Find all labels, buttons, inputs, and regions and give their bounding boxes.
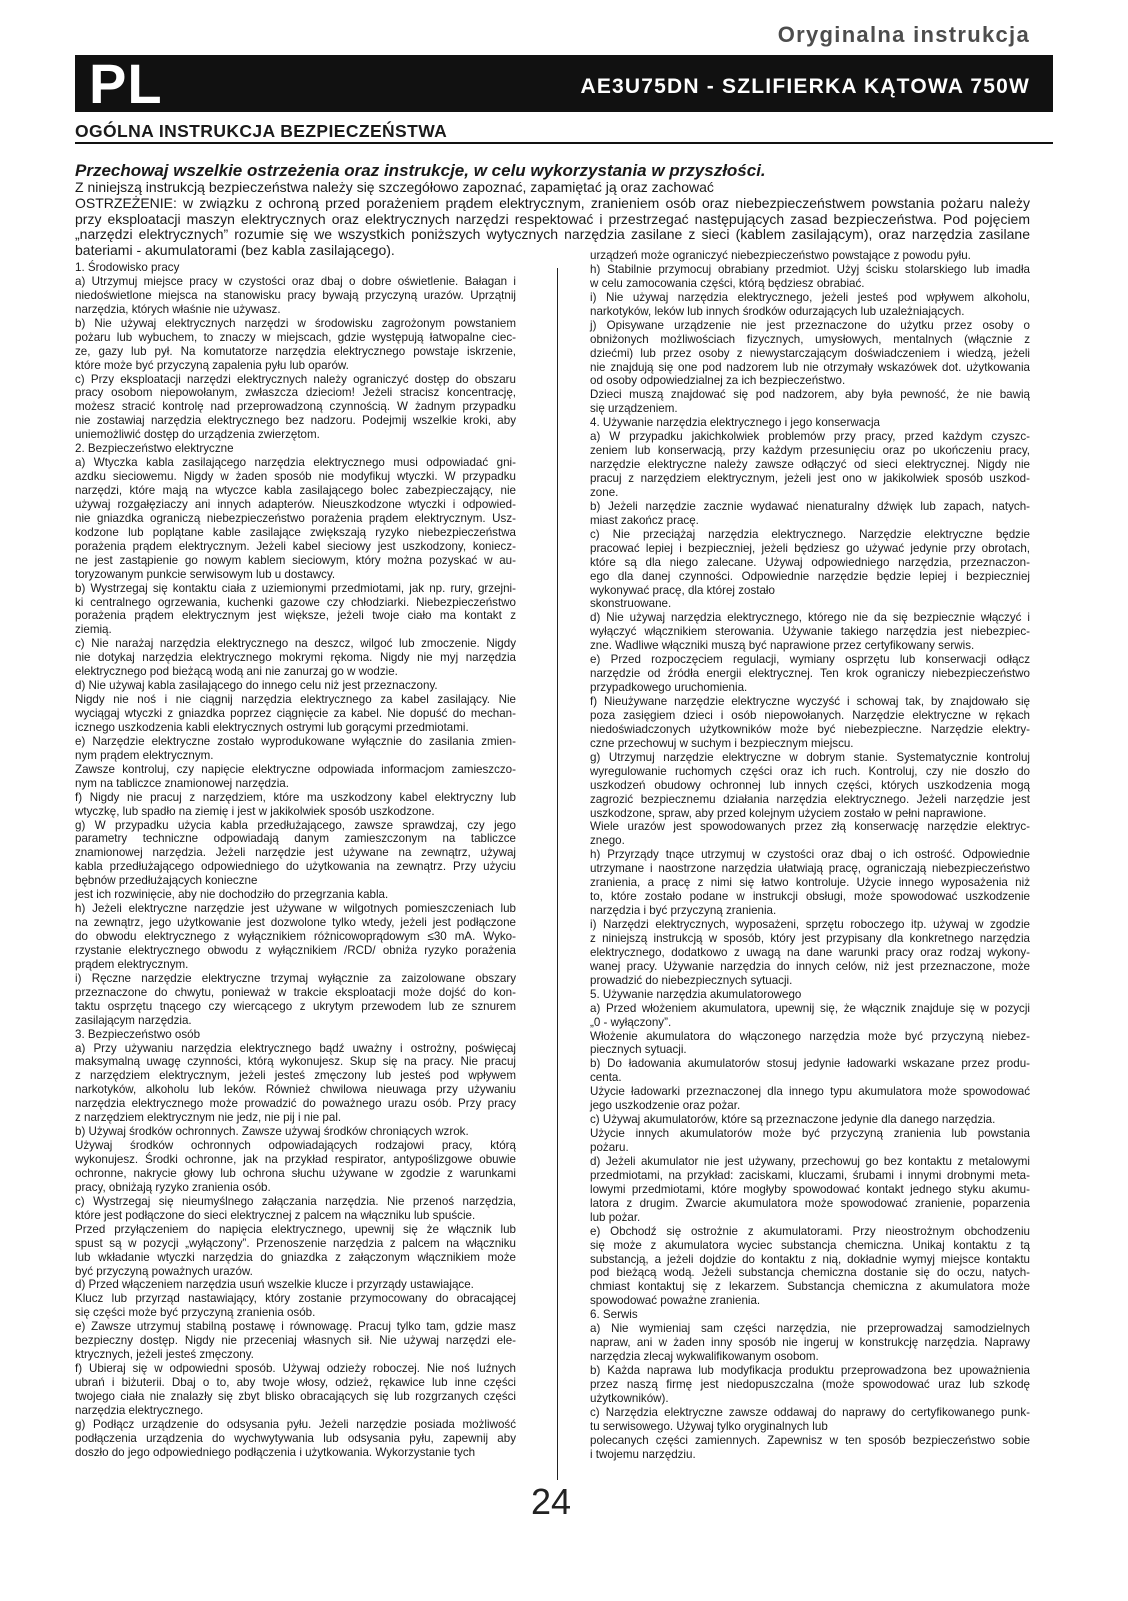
left-column-line: pracy, obniżają ryzyko zranienia osób. xyxy=(75,1180,271,1194)
left-column-line: narzędzi, które mają na wtyczce kabla zasilającego bolec zabezpieczający, nie xyxy=(75,484,516,497)
left-column-line: ktrycznych, jeżeli jesteś zmęczony. xyxy=(75,1348,254,1362)
right-column-line: obniżonych możliwościach fizycznych, umysłowych, mentalnych (włącznie z xyxy=(590,332,1030,346)
right-column-line: chmiast kontaktuj się z lekarzem. Substancja chemiczna z akumulatora może xyxy=(590,1280,1030,1294)
right-column-line: skonstruowane. xyxy=(590,597,672,611)
left-column-line: Zawsze kontroluj, czy napięcie elektryczne odpowiada informacjom zamieszczo- xyxy=(75,762,516,776)
left-column-line: pożaru lub wybuchem, to znaczy w miejscach, gdzie występują łatwopalne ciec- xyxy=(75,330,516,344)
right-column-line: zagrozić bezpiecznemu działania narzędzia elektrycznego. Jeżeli narzędzie jest xyxy=(590,792,1030,806)
left-column-line: a) Utrzymuj miejsce pracy w czystości oraz dbaj o dobre oświetlenie. Bałagan i xyxy=(75,274,516,288)
left-column-line: b) Używaj środków ochronnych. Zawsze używaj środków chroniących wzrok. xyxy=(75,1125,469,1139)
right-column-line: miast zakończ pracę. xyxy=(590,513,699,527)
left-column xyxy=(75,261,516,1460)
right-column-line: f) Nieużywane narzędzie elektryczne wyczyść i schowaj tak, by znajdowało się xyxy=(590,695,1030,708)
left-column-line: nie dotykaj narzędzia elektrycznego mokrymi rękoma. Nigdy nie myj narzędzia xyxy=(75,651,516,665)
left-column-line: a) Przy używaniu narzędzia elektrycznego bądź uważny i ostrożny, poświęcaj xyxy=(75,1041,516,1055)
intro-line: bateriami - akumulatorami (bez kabla zasilającego). xyxy=(75,242,395,259)
left-column-line: pracy osobom niepowołanym, zwłaszcza dzieciom! Jeżeli stracisz koncentrację, xyxy=(75,386,516,400)
right-column-line: e) Przed rozpoczęciem regulacji, wymiany osprzętu lub konserwacji odłącz xyxy=(590,653,1030,667)
intro-line: przy eksploatacji maszyn elektrycznych oraz elektrycznych narzędzi respektować i przestrzegać następujących zasad bezpieczeństwa. Pod pojęciem xyxy=(75,210,1030,227)
left-column-line: d) Przed włączeniem narzędzia usuń wszelkie klucze i przyrządy ustawiające. xyxy=(75,1278,474,1292)
left-column-line: które może być przyczyną zapalenia pyłu lub oparów. xyxy=(75,358,349,372)
right-column-line: urządzeń może ograniczyć niebezpieczeństwo powstające z powodu pyłu. xyxy=(590,249,971,262)
right-column-line: c) Nie przeciążaj narzędzia elektrycznego. Narzędzie elektryczne będzie xyxy=(590,527,1030,541)
left-column-line: c) Wystrzegaj się nieumyślnego załączania narzędzia. Nie przenoś narzędzia, xyxy=(75,1194,516,1208)
right-column-line: piecznych sytuacji. xyxy=(590,1043,687,1057)
right-column-line: przedmiotami, na przykład: zaciskami, kluczami, śrubami i innymi drobnymi meta- xyxy=(590,1168,1030,1182)
left-column-line: narkotyków, alkoholu lub leków. Również chwilowa nieuwaga przy używaniu xyxy=(75,1083,516,1097)
right-column-line: a) W przypadku jakichkolwiek problemów przy pracy, przed każdym czyszc- xyxy=(590,430,1030,444)
right-column-line: a) Nie wymieniaj sam części narzędzia, nie przeprowadzaj samodzielnych xyxy=(590,1322,1030,1336)
intro-line: OSTRZEŻENIE: w związku z ochroną przed porażeniem prądem elektrycznym, zranieniem osób oraz niebezpieczeństwem powstania pożaru należy xyxy=(75,194,1030,211)
left-column-line: ochronne, nakrycie głowy lub ochrona słuchu używane w zgodzie z warunkami xyxy=(75,1166,516,1180)
left-column-line: używaj rozgałęziaczy ani innych adapterów. Nieuszkodzone wtyczki i odpowied- xyxy=(75,497,516,511)
right-column-line: pracować lepiej i bezpieczniej, jeżeli będziesz go używać jedynie przy obrotach, xyxy=(590,541,1030,555)
right-column-line: narzędzia zlecaj wykwalifikowanym osobom. xyxy=(590,1350,819,1364)
right-column-line: d) Nie używaj narzędzia elektrycznego, którego nie da się bezpiecznie włączyć i xyxy=(590,611,1030,625)
left-column-line: z narzędziem elektrycznym, jeżeli jesteś zmęczony lub jesteś pod wpływem xyxy=(75,1069,516,1083)
right-column-line: lowymi przedmiotami, które mogłyby spowodować kontakt jednego styku akumu- xyxy=(590,1182,1030,1196)
right-column-line: pracuj z narzędziem elektrycznym, jeżeli jest ono w jakikolwiek sposób uszkod- xyxy=(590,472,1030,485)
right-column-line: Wiele urazów jest spowodowanych przez złą konserwację narzędzie elektryc- xyxy=(590,820,1030,834)
section-title: OGÓLNA INSTRUKCJA BEZPIECZEŃSTWA xyxy=(75,121,448,141)
right-column-line: jego uszkodzenie oraz pożar. xyxy=(590,1099,741,1113)
right-column-line: tu serwisowego. Używaj tylko oryginalnych lub xyxy=(590,1419,828,1433)
right-column-line: g) Utrzymuj narzędzie elektryczne w dobrym stanie. Systematycznie kontroluj xyxy=(590,750,1030,764)
right-column-line: wyregulowanie ruchomych części oraz ich ruch. Kontroluj, czy nie doszło do xyxy=(590,764,1030,778)
left-column-line: na zewnątrz, jego użytkowanie jest dozwolone tylko wtedy, jeżeli jest podłączone xyxy=(75,916,516,930)
left-column-line: ki centralnego ogrzewania, kuchenki gazowe czy chłodziarki. Niebezpieczeństwo xyxy=(75,595,516,609)
left-column-line: ziemią. xyxy=(75,623,112,637)
left-column-line: narzędzia elektrycznego może prowadzić do poważnego urazu osób. Przy pracy xyxy=(75,1097,516,1111)
right-column-line: substancją, a jeżeli dojdzie do kontaktu z nią, dokładnie wymyj miejsce kontaktu xyxy=(590,1252,1030,1266)
right-column-line: centa. xyxy=(590,1071,622,1085)
right-column-line: zeniem lub konserwacją, przy każdym przesunięciu oraz po ukończeniu pracy, xyxy=(590,444,1030,458)
right-column-line: elektrycznego, dodatkowo z uwagą na dane warunki pracy oraz rodzaj wykony- xyxy=(590,945,1030,959)
column-divider xyxy=(557,268,558,1480)
right-column-line: 5. Używanie narzędzia akumulatorowego xyxy=(590,987,802,1001)
left-column-line: znamionowej narzędzia. Jeżeli narzędzie jest używane na zewnątrz, używaj xyxy=(75,846,516,860)
right-column-line: dziećmi) lub przez osoby z niewystarczającym doświadczeniem i wiedzą, jeżeli xyxy=(590,346,1030,360)
intro-paragraph xyxy=(75,180,1030,259)
right-column-line: e) Obchodź się ostrożnie z akumulatorami. Przy nieostrożnym obchodzeniu xyxy=(590,1224,1030,1238)
right-column-line: użytkowników). xyxy=(590,1391,669,1405)
left-column-line: Używaj środków ochronnych odpowiadających rodzajowi pracy, którą xyxy=(75,1139,516,1153)
header-bar xyxy=(75,52,1053,115)
left-column-line: spust są w pozycji „wyłączony”. Przenoszenie narzędzia z palcem na włączniku xyxy=(75,1236,516,1250)
right-column-line: narzędzie od źródła energii elektrycznej. Ten krok ograniczy niebezpieczeństwo xyxy=(590,667,1030,681)
right-column-line: b) Jeżeli narzędzie zacznie wydawać nienaturalny dźwięk lub zapach, natych- xyxy=(590,499,1030,513)
left-column-line: porażenia prądem elektrycznym. Jeżeli kabel sieciowy jest uszkodzony, koniecz- xyxy=(75,539,516,553)
right-column-line: wyłączyć włącznikiem sterowania. Używanie takiego narzędzia jest niebezpiec- xyxy=(590,625,1030,639)
left-column-line: z narzędziem elektrycznym nie jedz, nie pij i nie pal. xyxy=(75,1111,342,1125)
right-column-line: które są dla niego zalecane. Używaj odpowiedniego narzędzia, przeznaczon- xyxy=(590,555,1030,569)
left-column-line: f) Ubieraj się w odpowiedni sposób. Używaj odzieży roboczej. Nie noś luźnych xyxy=(75,1362,516,1376)
right-column-line: lub pożar. xyxy=(590,1210,641,1224)
left-column-line: g) Podłącz urządzenie do odsysania pyłu. Jeżeli narzędzie posiada możliwość xyxy=(75,1417,516,1431)
left-column-line: się części może być przyczyną zranienia osób. xyxy=(75,1306,316,1320)
left-column-line: podłączenia urządzenia do wychwytywania lub odsysania pyłu, zapewnij aby xyxy=(75,1431,516,1445)
section-rule xyxy=(75,142,1053,144)
right-column-line: zranienia, a pracę z nimi się łatwo kontroluje. Użycie innego wyposażenia niż xyxy=(590,876,1030,890)
right-column-line: polecanych części zamiennych. Zapewnisz w ten sposób bezpieczeństwo sobie xyxy=(590,1433,1030,1447)
right-column-line: przypadkowego uruchomienia. xyxy=(590,681,748,695)
right-column-line: h) Stabilnie przymocuj obrabiany przedmiot. Użyj ścisku stolarskiego lub imadła xyxy=(590,262,1030,276)
right-column-line: narzędzie elektryczne należy zawsze odłączyć od sieci elektrycznej. Nigdy nie xyxy=(590,458,1030,472)
right-column-line: „0 - wyłączony”. xyxy=(590,1015,672,1029)
right-column-line: wykonywać pracę, dla której zostało xyxy=(590,583,775,597)
left-column-line: wyciągaj wtyczki z gniazdka poprzez ciągnięcie za kabel. Nie dopuść do mechan- xyxy=(75,707,516,720)
left-column-line: nie zostawiaj narzędzia elektrycznego bez nadzoru. Podejmij wszelkie kroki, aby xyxy=(75,414,516,428)
lead-sentence: Przechowaj wszelkie ostrzeżenia oraz instrukcje, w celu wykorzystania w przyszłości. xyxy=(75,161,766,180)
language-code: PL xyxy=(89,52,163,115)
right-column-line: narzędzia i być przyczyną zranienia. xyxy=(590,904,777,918)
right-column-line: od osoby odpowiedzialnej za ich bezpieczeństwo. xyxy=(590,374,846,388)
left-column-line: bezpieczny dostęp. Nigdy nie przeceniaj własnych sił. Nie używaj narzędzi ele- xyxy=(75,1334,516,1348)
right-column-line: z niniejszą instrukcją w sposób, który jest przypisany dla konkretnego narzędzia xyxy=(590,931,1030,945)
left-column-line: narzędzia elektrycznego. xyxy=(75,1403,204,1417)
left-column-line: azdku sieciowemu. Nigdy w żaden sposób nie modyfikuj wtyczki. W przypadku xyxy=(75,470,516,484)
right-column-line: i) Narzędzi elektrycznych, wyposażeni, sprzętu roboczego itp. używaj w zgodzie xyxy=(590,918,1030,931)
left-column-line: które jest podłączone do sieci elektrycznej z palcem na włączniku lub spuście. xyxy=(75,1208,476,1222)
left-column-line: być przyczyną poważnych urazów. xyxy=(75,1264,253,1278)
right-column-line: wanej pracy. Używanie narzędzia do innych celów, niż jest przeznaczone, może xyxy=(590,959,1030,973)
right-column-line: przez naszą firmę jest niedopuszczalna (może spowodować uraz lub szkodę xyxy=(590,1377,1030,1391)
right-column-line: Dzieci muszą znajdować się pod nadzorem, aby była pewność, że nie bawią xyxy=(590,388,1030,402)
left-column-line: 3. Bezpieczeństwo osób xyxy=(75,1027,201,1041)
left-column-line: wykonujesz. Środki ochronne, jak na przykład respirator, antypoślizgowe obuwie xyxy=(75,1153,516,1166)
right-column-line: uszkodzeń obudowy ochronnej lub innych części, których uszkodzenia mogą xyxy=(590,778,1030,792)
right-column-line: Użycie ładowarki przeznaczonej dla innego typu akumulatora może spowodować xyxy=(590,1085,1030,1099)
intro-line: „narzędzi elektrycznych” rozumie się we wszystkich poniższych wytycznych narzędzia zasilane z sieci (kablem zasilającym), oraz narzędzia zasilane xyxy=(75,226,1030,243)
right-column-line: j) Opisywane urządzenie nie jest przeznaczone do użytku przez osoby o xyxy=(590,318,1030,332)
right-column-line: pożaru. xyxy=(590,1141,629,1154)
right-column-line: pod bieżącą wodą. Jeżeli substancja chemiczna dostanie się do oczu, natych- xyxy=(590,1266,1030,1280)
left-column-line: c) Nie narażaj narzędzia elektrycznego na deszcz, wilgoć lub zmoczenie. Nigdy xyxy=(75,637,516,651)
left-column-line: a) Wtyczka kabla zasilającego narzędzia elektrycznego musi odpowiadać gni- xyxy=(75,456,516,470)
left-column-line: uniemożliwić dostęp do urządzenia zwierzętom. xyxy=(75,428,320,442)
right-column-line: i) Nie używaj narzędzia elektrycznego, jeżeli jesteś pod wpływem alkoholu, xyxy=(590,290,1030,304)
left-column-line: wtyczkę, lub spadło na ziemię i jest w jakikolwiek sposób uszkodzone. xyxy=(75,804,435,818)
right-column-line: narkotyków, leków lub innych środków odurzających lub uzależniających. xyxy=(590,304,965,318)
left-column-line: ze, gazy lub pył. Na komutatorze narzędzia elektrycznego powstaje iskrzenie, xyxy=(75,344,516,358)
left-column-line: niedoświetlone miejsca na stanowisku pracy bywają przyczyną urazów. Uprzątnij xyxy=(75,288,516,302)
intro-line: Z niniejszą instrukcją bezpieczeństwa należy się szczegółowo zapoznać, zapamiętać ją oraz zachować xyxy=(75,179,714,195)
right-column-line: zne. Wadliwe włączniki muszą być naprawione przez certyfikowany serwis. xyxy=(590,639,975,653)
left-column-line: twojego ciała nie znalazły się zbyt blisko obracających się lub rozgrzanych części xyxy=(75,1389,516,1403)
right-column-line: c) Narzędzia elektryczne zawsze oddawaj do naprawy do certyfikowanego punk- xyxy=(590,1405,1030,1419)
left-column-line: porażenia prądem elektrycznym jest większe, jeżeli twoje ciało ma kontakt z xyxy=(75,609,516,623)
left-column-line: icznego uszkodzenia kabli elektrycznych ostrymi lub gorącymi przedmiotami. xyxy=(75,720,469,734)
right-column-line: to, które zostało podane w instrukcji obsługi, może spowodować uszkodzenie xyxy=(590,890,1030,904)
right-column-line: znego. xyxy=(590,834,625,848)
right-column-line: b) Każda naprawa lub modyfikacja produktu przeprowadzona bez upoważnienia xyxy=(590,1364,1030,1377)
right-column-line: napraw, ani w żaden inny sposób nie ingeruj w konstrukcję narzędzia. Naprawy xyxy=(590,1336,1030,1350)
original-instruction-label: Oryginalna instrukcja xyxy=(777,22,1030,47)
left-column-line: c) Przy eksploatacji narzędzi elektrycznych należy ograniczyć dostęp do obszaru xyxy=(75,372,516,386)
left-column-line: do obwodu elektrycznego z wyłącznikiem różnicowoprądowym ≤30 mA. Wyko- xyxy=(75,930,516,943)
left-column-line: rzystanie elektrycznego obwodu z wyłącznikiem /RCD/ obniża ryzyko porażenia xyxy=(75,943,516,957)
left-column-line: parametry techniczne odpowiadają danym zamieszczonym na tabliczce xyxy=(75,832,516,846)
left-column-line: d) Nie używaj kabla zasilającego do innego celu niż jest przeznaczony. xyxy=(75,679,438,693)
right-column-line: prowadzić do niebezpiecznych sytuacji. xyxy=(590,973,793,987)
left-column-line: zasilającym narzędzia. xyxy=(75,1013,192,1027)
product-title: AE3U75DN - SZLIFIERKA KĄTOWA 750W xyxy=(580,75,1030,98)
right-column-line: czne przechowuj w suchym i bezpiecznym miejscu. xyxy=(590,736,854,750)
right-column-line: 6. Serwis xyxy=(590,1308,638,1322)
left-column-line: lub wkładanie wtyczki narzędzia do gniazdka z załączonym włącznikiem może xyxy=(75,1250,516,1264)
left-column-line: ubrań i biżuterii. Dbaj o to, aby twoje włosy, odzież, rękawice lub inne części xyxy=(75,1376,516,1389)
left-column-line: maksymalną uwagę czynności, którą wykonujesz. Skup się na pracy. Nie pracuj xyxy=(75,1055,516,1069)
left-column-line: e) Zawsze utrzymuj stabilną postawę i równowagę. Pracuj tylko tam, gdzie masz xyxy=(75,1320,516,1334)
left-column-line: prądem elektrycznym. xyxy=(75,957,189,971)
left-column-line: doszło do jego odpowiedniego podłączenia i użytkowania. Wykorzystanie tych xyxy=(75,1445,476,1459)
left-column-line: kodzone lub poplątane kable zasilające zwiększają ryzyko niebezpieczeństwa xyxy=(75,525,516,539)
left-column-line: kabla przedłużającego odpowiedniego do użytkowania na zewnątrz. Przy użyciu xyxy=(75,860,516,874)
page-number: 24 xyxy=(530,1481,572,1522)
right-column-line: się może z akumulatora wyciec substancja chemiczna. Unikaj kontaktu z tą xyxy=(590,1238,1030,1252)
right-column-line: latora z drugim. Zwarcie akumulatora może spowodować zranienie, poparzenia xyxy=(590,1196,1030,1210)
left-column-line: toryzowanym punkcie serwisowym lub u dostawcy. xyxy=(75,567,336,581)
left-column-line: jest ich rozwinięcie, aby nie dochodziło do przegrzania kabla. xyxy=(75,888,389,902)
left-column-line: nie gniazdka ograniczą niebezpieczeństwo porażenia prądem elektrycznym. Usz- xyxy=(75,511,516,525)
right-column-line: nie znajdują się one pod nadzorem lub nie otrzymały wskazówek dot. użytkowania xyxy=(590,360,1030,374)
left-column-line: g) W przypadku użycia kabla przedłużającego, zawsze sprawdzaj, czy jego xyxy=(75,818,516,832)
left-column-line: Przed przyłączeniem do napięcia elektrycznego, upewnij się że włącznik lub xyxy=(75,1222,516,1236)
left-column-line: Klucz lub przyrząd nastawiający, który zostanie przymocowany do obracającej xyxy=(75,1292,516,1306)
left-column-line: Nigdy nie noś i nie ciągnij narzędzia elektrycznego za kabel zasilający. Nie xyxy=(75,693,516,707)
left-column-line: b) Nie używaj elektrycznych narzędzi w środowisku zagrożonym powstaniem xyxy=(75,316,516,330)
right-column-line: Włożenie akumulatora do włączonego narzędzia może być przyczyną niebez- xyxy=(590,1029,1030,1043)
right-column-line: się urządzeniem. xyxy=(590,402,678,416)
right-column-line: d) Jeżeli akumulator nie jest używany, przechowuj go bez kontaktu z metalowymi xyxy=(590,1154,1030,1168)
left-column-line: f) Nigdy nie pracuj z narzędziem, które ma uszkodzony kabel elektryczny lub xyxy=(75,790,516,804)
right-column-line: b) Do ładowania akumulatorów stosuj jedynie ładowarki wskazane przez produ- xyxy=(590,1057,1030,1071)
left-column-line: przeznaczone do chwytu, ponieważ w trakcie eksploatacji może dojść do kon- xyxy=(75,985,516,999)
left-column-line: elektrycznego pod bieżącą wodą ani nie zanurzaj go w wodzie. xyxy=(75,665,398,679)
left-column-line: możesz stracić kontrolę nad przeprowadzoną czynnością. W żadnym przypadku xyxy=(75,400,516,414)
right-column-line: Użycie innych akumulatorów może być przyczyną zranienia lub powstania xyxy=(590,1127,1030,1141)
left-column-line: h) Jeżeli elektryczne narzędzie jest używane w wilgotnych pomieszczeniach lub xyxy=(75,902,516,916)
right-column-line: h) Przyrządy tnące utrzymuj w czystości oraz dbaj o ich ostrość. Odpowiednie xyxy=(590,848,1030,862)
right-column-line: utrzymane i naostrzone narzędzia ułatwiają pracę, ograniczają niebezpieczeństwo xyxy=(590,862,1030,876)
right-column-line: ego dla danej czynności. Odpowiednie narzędzie będzie lepiej i bezpieczniej xyxy=(590,569,1030,583)
right-column-line: spowodować poważne zranienia. xyxy=(590,1294,761,1308)
right-column-line: zone. xyxy=(590,485,619,499)
left-column-line: nym na tabliczce znamionowej narzędzia. xyxy=(75,776,289,790)
right-column-line: a) Przed włożeniem akumulatora, upewnij się, że włącznik znajduje się w pozycji xyxy=(590,1001,1030,1015)
left-column-line: e) Narzędzie elektryczne zostało wyprodukowane wyłącznie do zasilania zmien- xyxy=(75,734,516,748)
left-column-line: taktu osprzętu tnącego czy wiercącego z ukrytym przewodem lub ze sznurem xyxy=(75,999,516,1013)
left-column-line: nym prądem elektrycznym. xyxy=(75,748,214,762)
right-column-line: i twojemu narzędziu. xyxy=(590,1447,696,1461)
left-column-line: bębnów przedłużających konieczne xyxy=(75,874,258,888)
right-column-line: poza zasięgiem dzieci i osób niepowołanych. Narzędzie elektryczne w rękach xyxy=(590,708,1030,722)
right-column xyxy=(590,249,1030,1462)
left-column-line: i) Ręczne narzędzie elektryczne trzymaj wyłącznie za zaizolowane obszary xyxy=(75,971,516,985)
left-column-line: b) Wystrzegaj się kontaktu ciała z uziemionymi przedmiotami, jak np. rury, grzejni- xyxy=(75,581,516,595)
right-column-line: 4. Używanie narzędzia elektrycznego i jego konserwacja xyxy=(590,416,880,430)
left-column-line: 1. Środowisko pracy xyxy=(75,261,180,274)
left-column-line: 2. Bezpieczeństwo elektryczne xyxy=(75,442,234,456)
left-column-line: narzędzia, których właśnie nie używasz. xyxy=(75,302,281,316)
right-column-line: niedoświadczonych użytkowników może być niebezpieczne. Narzędzie elektry- xyxy=(590,722,1030,736)
left-column-line: ne jest zastąpienie go nowym kablem sieciowym, który można pozyskać w au- xyxy=(75,553,516,567)
right-column-line: c) Używaj akumulatorów, które są przeznaczone jedynie dla danego narzędzia. xyxy=(590,1113,996,1127)
right-column-line: w celu zamocowania części, którą będziesz obrabiać. xyxy=(590,276,865,290)
right-column-line: uszkodzone, spraw, aby przed kolejnym użyciem zostało w pełni naprawione. xyxy=(590,806,987,820)
